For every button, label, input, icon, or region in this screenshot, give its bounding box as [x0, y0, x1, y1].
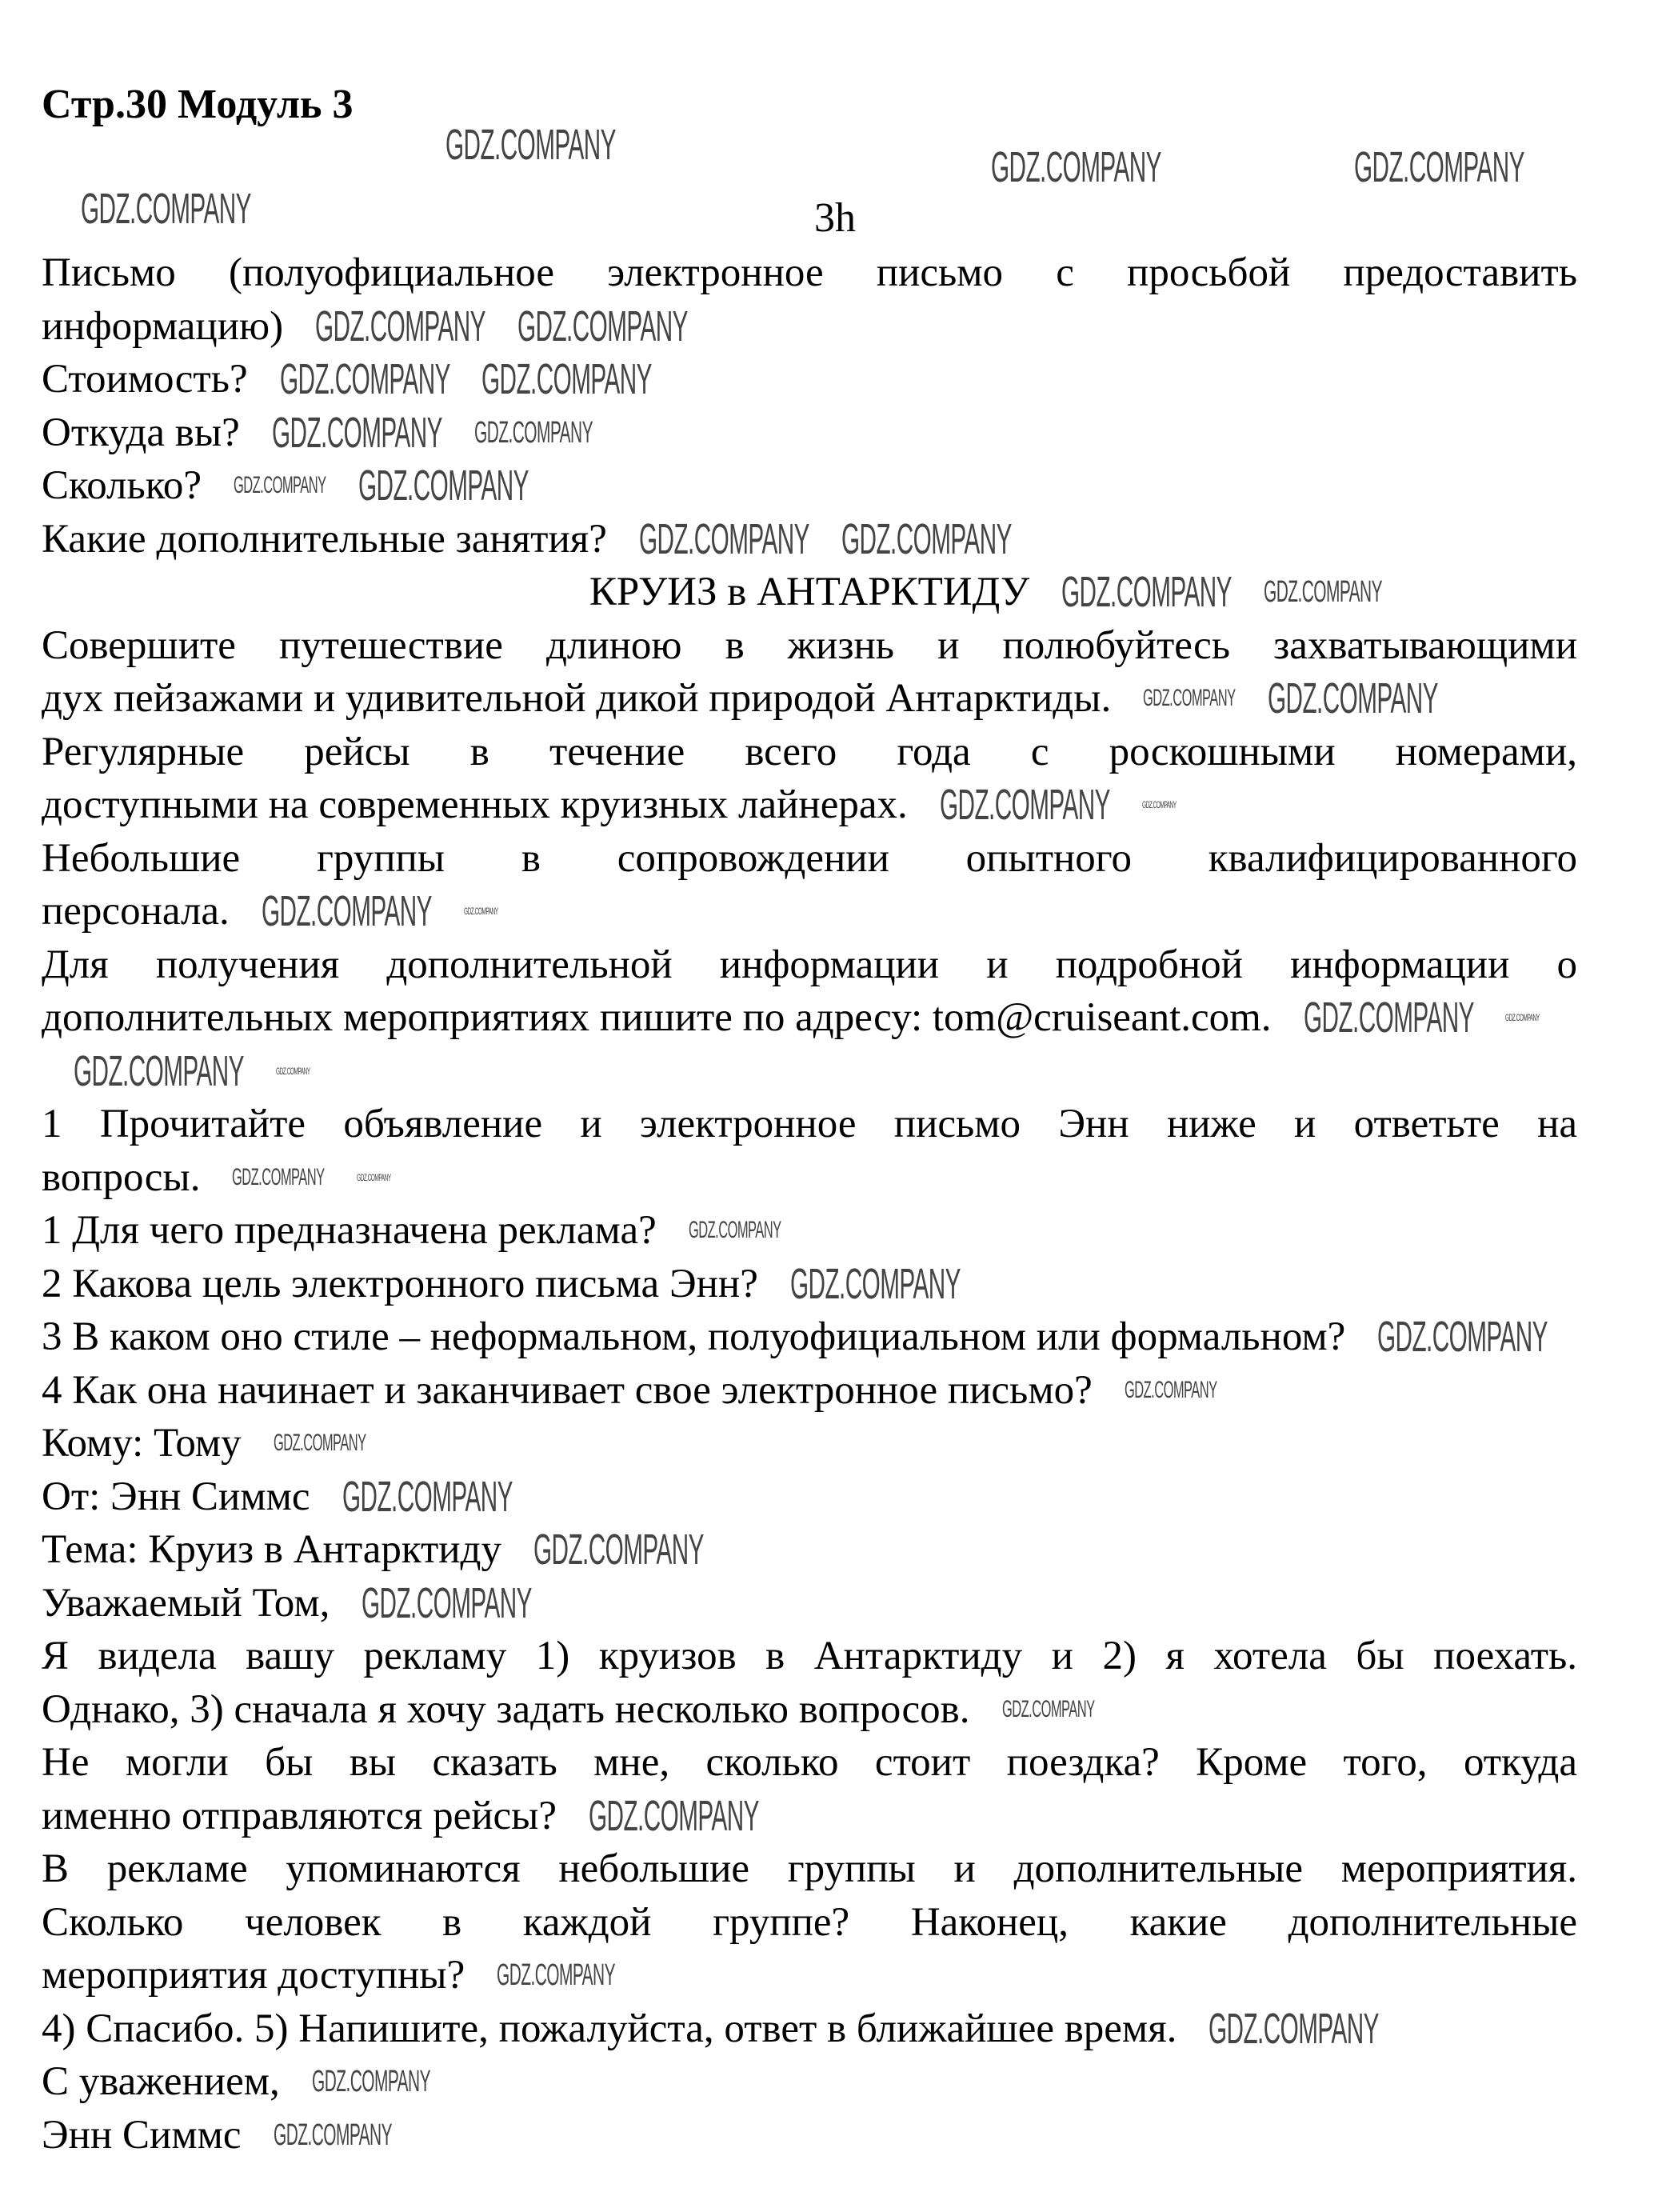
watermark: GDZ.COMPANY [481, 355, 653, 404]
text-line: 2 Какова цель электронного письма Энн? [42, 1261, 758, 1306]
text-line: Кому: Тому [42, 1421, 242, 1466]
watermark: GDZ.COMPANY [638, 514, 809, 563]
watermark: GDZ.COMPANY [688, 1217, 781, 1244]
watermark: GDZ.COMPANY [991, 143, 1161, 191]
watermark: GDZ.COMPANY [279, 355, 450, 404]
text-line: 1 Для чего предназначена реклама? [42, 1208, 657, 1253]
text-line: В рекламе упоминаются небольшие группы и дополнительные мероприятия. [42, 1846, 1577, 1891]
watermark: GDZ.COMPANY [789, 1259, 961, 1308]
watermark: GDZ.COMPANY [234, 472, 326, 499]
watermark: GDZ.COMPANY [273, 1430, 366, 1457]
watermark: GDZ.COMPANY [232, 1163, 326, 1190]
watermark: GDZ.COMPANY [473, 415, 593, 450]
watermark: GDZ.COMPANY [445, 121, 616, 169]
watermark: GDZ.COMPANY [1061, 568, 1232, 617]
watermark: GDZ.COMPANY [1209, 2004, 1380, 2053]
text-line: Какие дополнительные занятия? [42, 516, 607, 562]
text-line: Регулярные рейсы в течение всего года с роскошными номерами, [42, 729, 1577, 774]
text-line: мероприятия доступны? [42, 1953, 465, 1998]
watermark: GDZ.COMPANY [273, 2118, 392, 2152]
watermark: GDZ.COMPANY [1001, 1695, 1095, 1722]
text-line: Стоимость? [42, 357, 248, 402]
text-line: 4) Спасибо. 5) Напишите, пожалуйста, ответ в ближайшее время. [42, 2006, 1177, 2051]
text-line: Не могли бы вы сказать мне, сколько стоит поездка? Кроме того, откуда [42, 1740, 1577, 1785]
text-line: Сколько человек в каждой группе? Наконец, какие дополнительные [42, 1899, 1577, 1945]
watermark: GDZ.COMPANY [533, 1526, 704, 1574]
text-line: дополнительных мероприятиях пишите по адресу: tom@cruiseant.com. [42, 995, 1272, 1040]
text-line: информацию) [42, 303, 284, 349]
text-line: С уважением, [42, 2059, 280, 2104]
text-line: доступными на современных круизных лайнерах. [42, 782, 908, 827]
watermark: GDZ.COMPANY [1303, 994, 1474, 1042]
watermark: GDZ.COMPANY [517, 302, 688, 350]
watermark: GDZ.COMPANY [311, 2065, 430, 2099]
text-line: именно отправляются рейсы? [42, 1793, 557, 1838]
text-line: Откуда вы? [42, 410, 240, 455]
watermark: GDZ.COMPANY [1267, 674, 1438, 723]
text-line: От: Энн Симмс [42, 1474, 310, 1519]
watermark: GDZ.COMPANY [841, 514, 1012, 563]
text-line: КРУИЗ в АНТАРКТИДУ [589, 570, 1030, 614]
watermark: GDZ.COMPANY [261, 887, 432, 936]
watermark: GDZ.COMPANY [1124, 1376, 1217, 1403]
text-line: вопросы. [42, 1154, 201, 1200]
watermark: GDZ.COMPANY [362, 1578, 533, 1627]
watermark: GDZ.COMPANY [358, 462, 529, 510]
watermark: GDZ.COMPANY [1354, 143, 1524, 191]
document-body [42, 246, 1577, 2162]
watermark: GDZ.COMPANY [1377, 1313, 1548, 1362]
watermark: GDZ.COMPANY [315, 302, 485, 350]
watermark: GDZ.COMPANY [357, 1171, 391, 1183]
text-line: Письмо (полуофициальное электронное письмо с просьбой предоставить [42, 250, 1577, 295]
watermark: GDZ.COMPANY [497, 1958, 616, 1993]
watermark: GDZ.COMPANY [342, 1472, 513, 1521]
text-line: Уважаемый Том, [42, 1580, 330, 1626]
text-line: персонала. [42, 889, 230, 934]
watermark: GDZ.COMPANY [275, 1065, 310, 1077]
text-line [42, 1045, 1577, 1098]
watermark: GDZ.COMPANY [1505, 1012, 1540, 1024]
text-line: дух пейзажами и удивительной дикой природой Антарктиды. [42, 676, 1112, 721]
page-title: Стр.30 Модуль 3 [42, 82, 354, 127]
text-line: Совершите путешествие длиною в жизнь и полюбуйтесь захватывающими [42, 622, 1577, 668]
watermark: GDZ.COMPANY [463, 906, 498, 918]
text-line: Небольшие группы в сопровождении опытного квалифицированного [42, 835, 1577, 881]
watermark: GDZ.COMPANY [1141, 799, 1177, 811]
watermark: GDZ.COMPANY [74, 1046, 244, 1095]
text-line: Энн Симмс [42, 2112, 242, 2158]
text-line: 1 Прочитайте объявление и электронное письмо Энн ниже и ответьте на [42, 1102, 1577, 1146]
watermark: GDZ.COMPANY [589, 1791, 759, 1840]
text-line: 4 Как она начинает и заканчивает свое электронное письмо? [42, 1367, 1093, 1413]
text-line: Однако, 3) сначала я хочу задать несколько вопросов. [42, 1686, 970, 1732]
watermark: GDZ.COMPANY [1143, 685, 1236, 712]
text-line: Для получения дополнительной информации и подробной информации о [42, 942, 1577, 987]
watermark: GDZ.COMPANY [271, 408, 442, 457]
text-line: Тема: Круиз в Антарктиду [42, 1527, 501, 1572]
watermark: GDZ.COMPANY [81, 185, 251, 233]
watermark: GDZ.COMPANY [939, 781, 1110, 830]
section-label: 3h [814, 195, 856, 241]
text-line: 3 В каком оно стиле – неформальном, полуофициальном или формальном? [42, 1314, 1346, 1359]
watermark: GDZ.COMPANY [1263, 575, 1382, 610]
text-line: Я видела вашу рекламу 1) круизов в Антарктиду и 2) я хотела бы поехать. [42, 1634, 1577, 1678]
text-line: Сколько? [42, 463, 202, 508]
